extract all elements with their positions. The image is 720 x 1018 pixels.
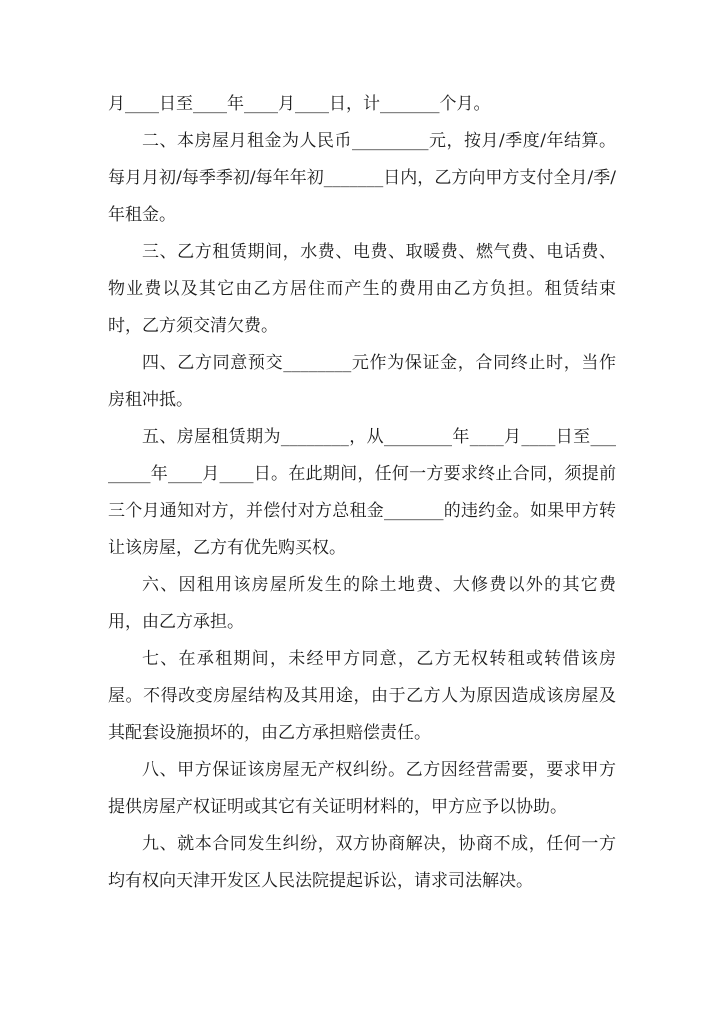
paragraph-clause-9-disputes: 九、就本合同发生纠纷，双方协商解决，协商不成，任何一方均有权向天津开发区人民法院提起诉讼，请求司法解决。 xyxy=(108,834,616,891)
paragraph-clause-5-lease-period: 五、房屋租赁期为________，从________年____月____日至________年____月____日。在此期间，任何一方要求终止合同，须提前三个月通知对方，并偿付对方总租金_______的违约金。如果甲方转让该房屋，乙方有优先购买权。 xyxy=(108,427,616,558)
contract-body xyxy=(108,86,616,900)
paragraph-clause-6-costs: 六、因租用该房屋所发生的除土地费、大修费以外的其它费用，由乙方承担。 xyxy=(108,575,616,632)
paragraph-clause-8-title: 八、甲方保证该房屋无产权纠纷。乙方因经营需要，要求甲方提供房屋产权证明或其它有关证明材料的，甲方应予以协助。 xyxy=(108,760,616,817)
paragraph-lease-term-continued: 月____日至____年____月____日，计_______个月。 xyxy=(108,94,491,114)
paragraph-clause-7-sublease: 七、在承租期间，未经甲方同意，乙方无权转租或转借该房屋。不得改变房屋结构及其用途，由于乙方人为原因造成该房屋及其配套设施损坏的，由乙方承担赔偿责任。 xyxy=(108,649,616,743)
paragraph-clause-4-deposit: 四、乙方同意预交________元作为保证金，合同终止时，当作房租冲抵。 xyxy=(108,353,616,410)
paragraph-clause-2-rent: 二、本房屋月租金为人民币_________元，按月/季度/年结算。每月月初/每季季初/每年年初_______日内，乙方向甲方支付全月/季/年租金。 xyxy=(108,131,616,225)
paragraph-clause-3-utilities: 三、乙方租赁期间，水费、电费、取暖费、燃气费、电话费、物业费以及其它由乙方居住而产生的费用由乙方负担。租赁结束时，乙方须交清欠费。 xyxy=(108,242,616,336)
